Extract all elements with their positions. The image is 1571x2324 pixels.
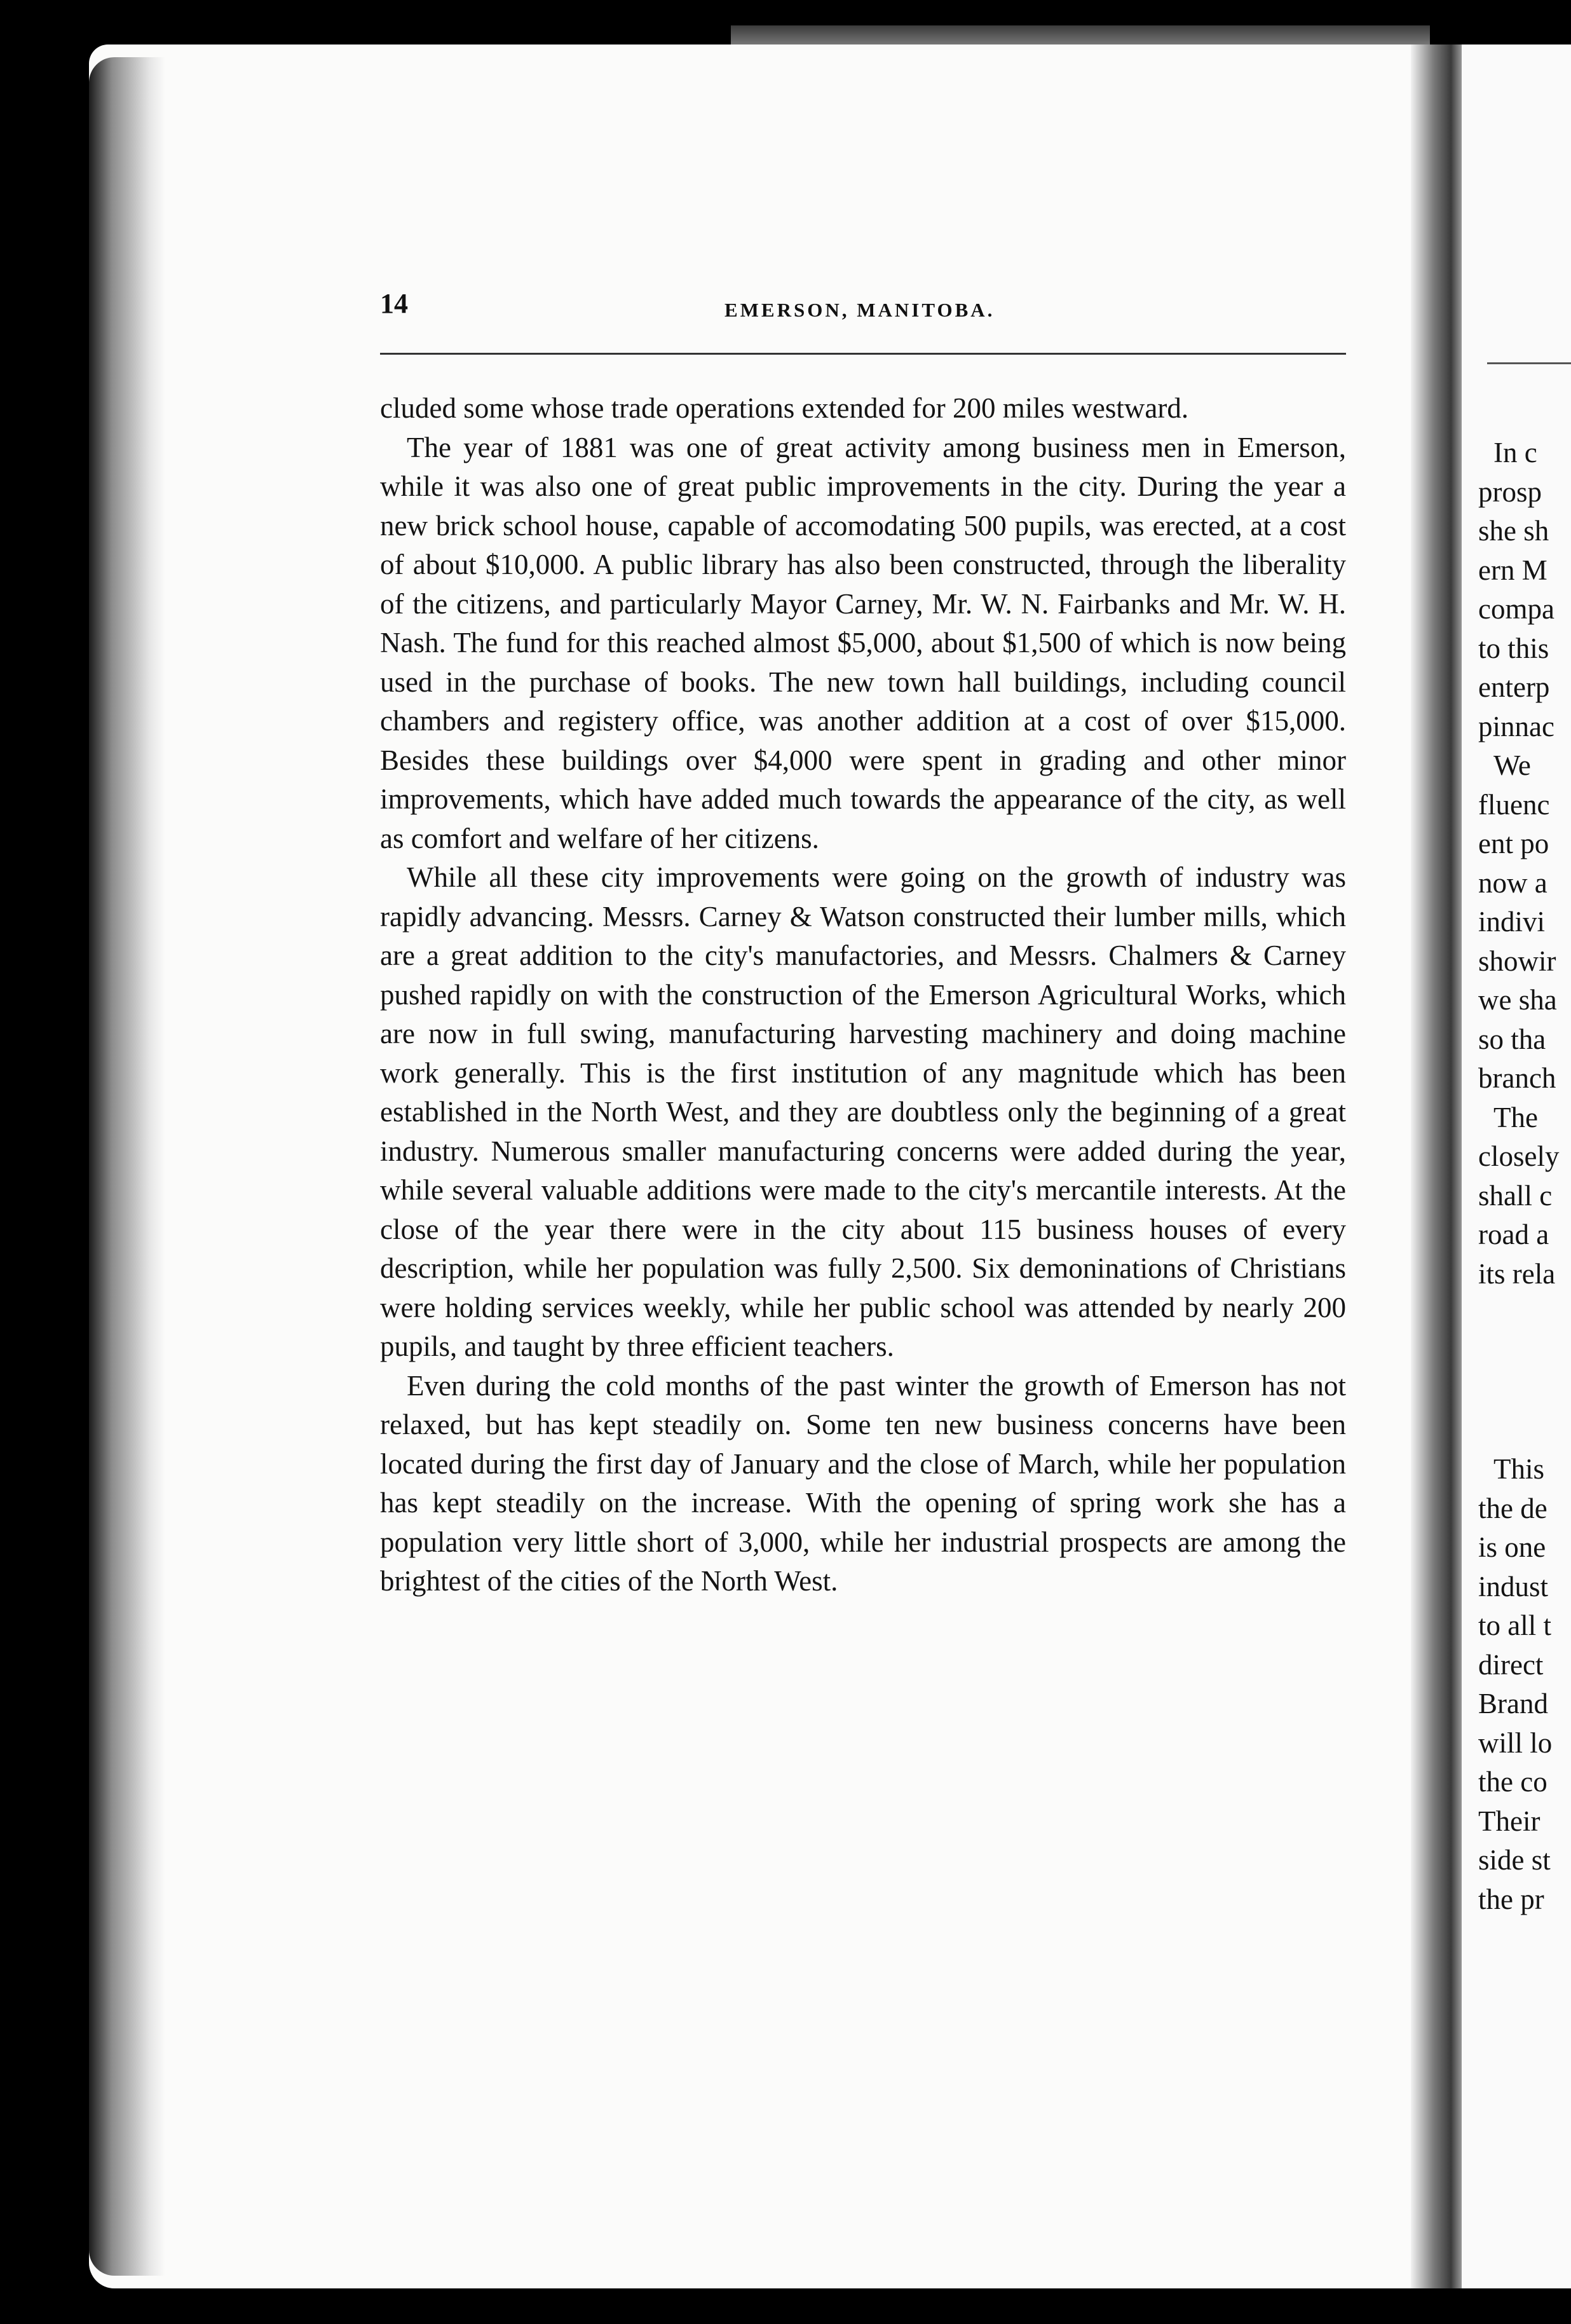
facing-line: branch: [1478, 1062, 1556, 1094]
facing-line: indust: [1478, 1570, 1549, 1603]
facing-section-gap: [1478, 1294, 1571, 1450]
facing-line: direct: [1478, 1648, 1544, 1681]
header-rule: [380, 353, 1346, 355]
facing-page-text: [1478, 434, 1571, 1919]
facing-line: prosp: [1478, 475, 1542, 508]
paragraph-1881: The year of 1881 was one of great activity among business men in Emerson, while it was also one of great public improvements in the city. During the year a new brick school house, capable of accomodating 500 pupils, was erected, at a cost of about $10,000. A public library has also been constructed, through the liberality of the citizens, and particularly Mayor Carney, Mr. W. N. Fairbanks and Mr. W. H. Nash. The fund for this reached almost $5,000, about $1,500 of which is now being used in the purchase of books. The new town hall buildings, including council chambers and registery office, was another addition at a cost of over $15,000. Besides these buildings over $4,000 were spent in grading and other minor improvements, which have added much towards the appearance of the city, as well as comfort and welfare of her citizens.: [380, 431, 1346, 854]
facing-line: Brand: [1478, 1688, 1548, 1719]
facing-line: the co: [1478, 1766, 1547, 1798]
facing-line: to all t: [1478, 1610, 1551, 1641]
page-number: 14: [380, 288, 408, 319]
book-gutter: [1411, 44, 1468, 2288]
page-edge-shadow: [89, 57, 165, 2276]
running-head: EMERSON, MANITOBA.: [724, 299, 995, 321]
facing-line: The: [1493, 1101, 1538, 1133]
paragraph-continued: cluded some whose trade operations extended for 200 miles westward.: [380, 392, 1189, 424]
facing-line: is one: [1478, 1531, 1546, 1563]
facing-line: will lo: [1478, 1726, 1553, 1759]
paragraph-winter: Even during the cold months of the past winter the growth of Emerson has not relaxed, but has kept steadily on. Some ten new business concerns have been located during the first day of January and the close of March, while her population has kept steadily on the increase. With the opening of spring work she has a population very little short of 3,000, while her industrial prospects are among the brightest of the cities of the North West.: [380, 1369, 1346, 1597]
facing-line: closely: [1478, 1140, 1560, 1172]
facing-line: enterp: [1478, 671, 1550, 703]
facing-line: to this: [1478, 632, 1549, 664]
facing-line: showir: [1478, 945, 1556, 977]
facing-line: In c: [1493, 437, 1537, 468]
facing-header-rule: [1487, 362, 1571, 364]
facing-line: ent po: [1478, 828, 1549, 859]
facing-line: road a: [1478, 1219, 1549, 1250]
facing-line: the pr: [1478, 1883, 1544, 1915]
facing-line: This: [1493, 1453, 1545, 1485]
facing-line: ern M: [1478, 554, 1547, 586]
facing-line: now a: [1478, 866, 1547, 899]
facing-line: pinnac: [1478, 710, 1554, 742]
facing-page: [1462, 44, 1571, 2295]
facing-line: side st: [1478, 1844, 1551, 1876]
facing-line: fluenc: [1478, 788, 1550, 821]
facing-line: she sh: [1478, 515, 1549, 547]
facing-line: indivi: [1478, 906, 1546, 938]
body-text: [380, 389, 1346, 1601]
scan-bottom-border: [0, 2288, 1571, 2324]
facing-line: Their: [1478, 1805, 1540, 1837]
facing-line: shall c: [1478, 1179, 1553, 1212]
facing-line: we sha: [1478, 984, 1557, 1016]
facing-line: its rela: [1478, 1257, 1556, 1290]
facing-line: compa: [1478, 593, 1554, 625]
facing-line: so tha: [1478, 1023, 1546, 1055]
facing-line: the de: [1478, 1492, 1547, 1524]
paragraph-industry: While all these city improvements were going on the growth of industry was rapidly advancing. Messrs. Carney & Watson constructed their lumber mills, which are a great addition to the city's manufactories, and Messrs. Chalmers & Carney pushed rapidly on with the construction of the Emerson Agricultural Works, which are now in full swing, manufacturing harvesting machinery and doing machine work generally. This is the first institution of any magnitude which has been established in the North West, and they are doubtless only the beginning of a great industry. Numerous smaller manufacturing concerns were added during the year, while several valuable additions were made to the city's mercantile interests. At the close of the year there were in the city about 115 business houses of every description, while her population was fully 2,500. Six demoninations of Christians were holding services weekly, while her public school was attended by nearly 200 pupils, and taught by three efficient teachers.: [380, 861, 1346, 1362]
facing-line: We: [1493, 749, 1531, 781]
